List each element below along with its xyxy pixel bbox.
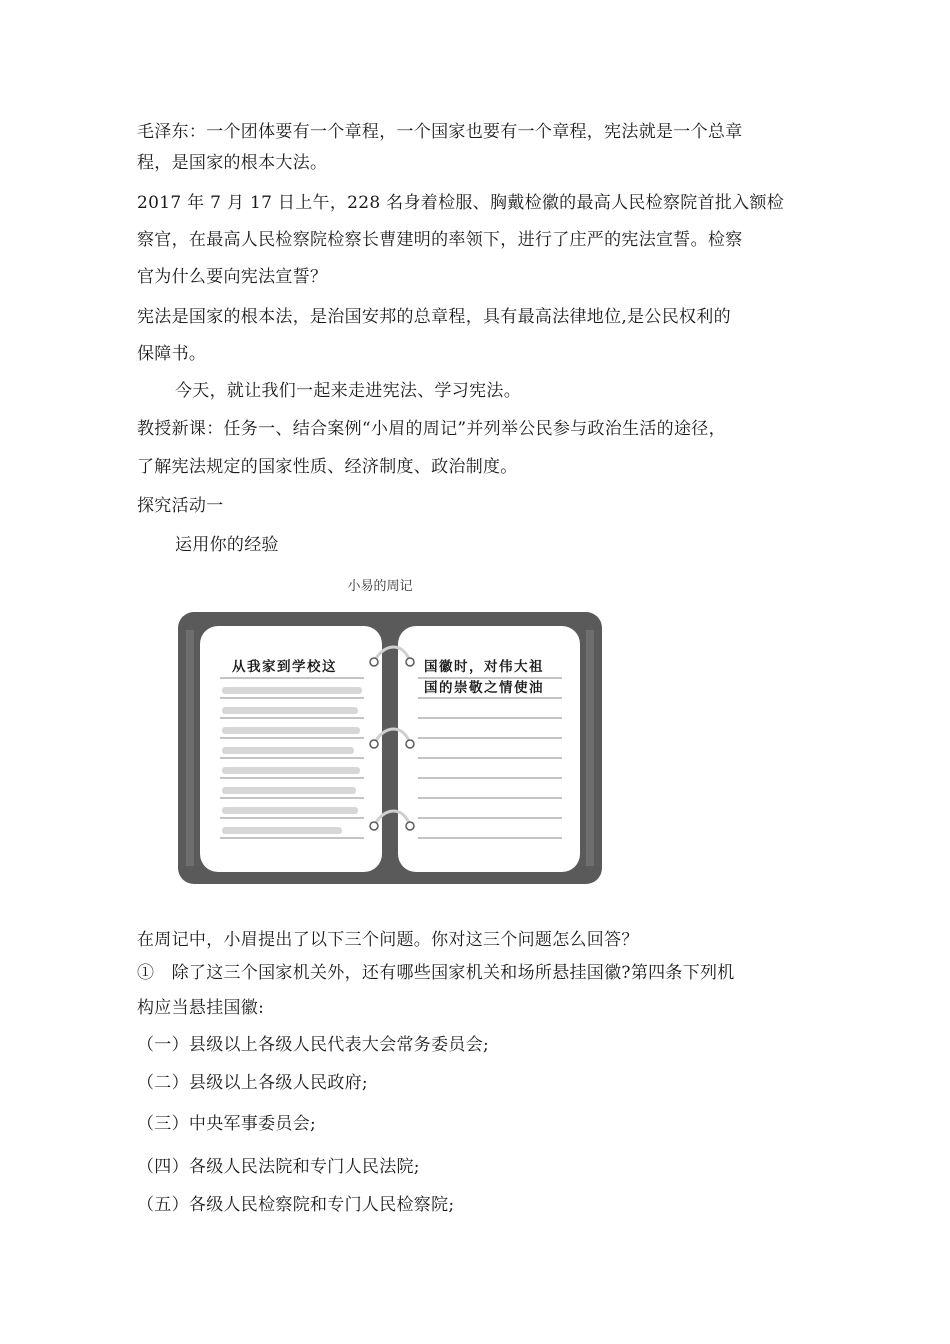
- question-intro: 在周记中，小眉提出了以下三个问题。你对这三个问题怎么回答？: [137, 930, 639, 950]
- list-item: （二）县级以上各级人民政府;: [137, 1073, 368, 1093]
- list-item: （一）县级以上各级人民代表大会常务委员会;: [137, 1035, 490, 1055]
- activity-subheading: 运用你的经验: [175, 535, 279, 555]
- paragraph-line: 宪法是国家的根本法，是治国安邦的总章程，具有最高法律地位,是公民权利的: [137, 307, 731, 327]
- list-item: （五）各级人民检察院和专门人民检察院;: [137, 1195, 455, 1215]
- paragraph-line: 2017 年 7 月 17 日上午，228 名身着检服、胸戴检徽的最高人民检察院首批入额检: [137, 193, 785, 213]
- right-page-handwriting-line-1: 国徽时，对伟大祖: [424, 659, 544, 675]
- right-page-handwriting-line-2: 国的崇敬之情使油: [424, 680, 544, 696]
- paragraph-line: 保障书。: [137, 344, 207, 364]
- question-1-line: ① 除了这三个国家机关外，还有哪些国家机关和场所悬挂国徽?第四条下列机: [137, 963, 735, 983]
- question-1-line: 构应当悬挂国徽:: [137, 998, 265, 1018]
- paragraph-line: 察官，在最高人民检察院检察长曹建明的率领下，进行了庄严的宪法宣誓。检察: [137, 230, 743, 250]
- left-page-handwriting: 从我家到学校这: [232, 659, 337, 675]
- notebook-illustration: [178, 612, 602, 884]
- paragraph-line: 了解宪法规定的国家性质、经济制度、政治制度。: [137, 457, 518, 477]
- list-item: （三）中央军事委员会;: [137, 1114, 317, 1134]
- paragraph-line: 官为什么要向宪法宣誓？: [137, 267, 328, 287]
- paragraph-line: 程，是国家的根本大法。: [137, 153, 328, 173]
- paragraph-line: 毛泽东：一个团体要有一个章程，一个国家也要有一个章程，宪法就是一个总章: [137, 122, 743, 142]
- list-item: （四）各级人民法院和专门人民法院;: [137, 1157, 420, 1177]
- figure-caption: 小易的周记: [347, 579, 413, 594]
- section-heading-line: 教授新课：任务一、结合案例“小眉的周记”并列举公民参与政治生活的途径，: [137, 419, 726, 439]
- activity-heading: 探究活动一: [137, 496, 224, 516]
- paragraph-line: 今天，就让我们一起来走进宪法、学习宪法。: [175, 381, 521, 401]
